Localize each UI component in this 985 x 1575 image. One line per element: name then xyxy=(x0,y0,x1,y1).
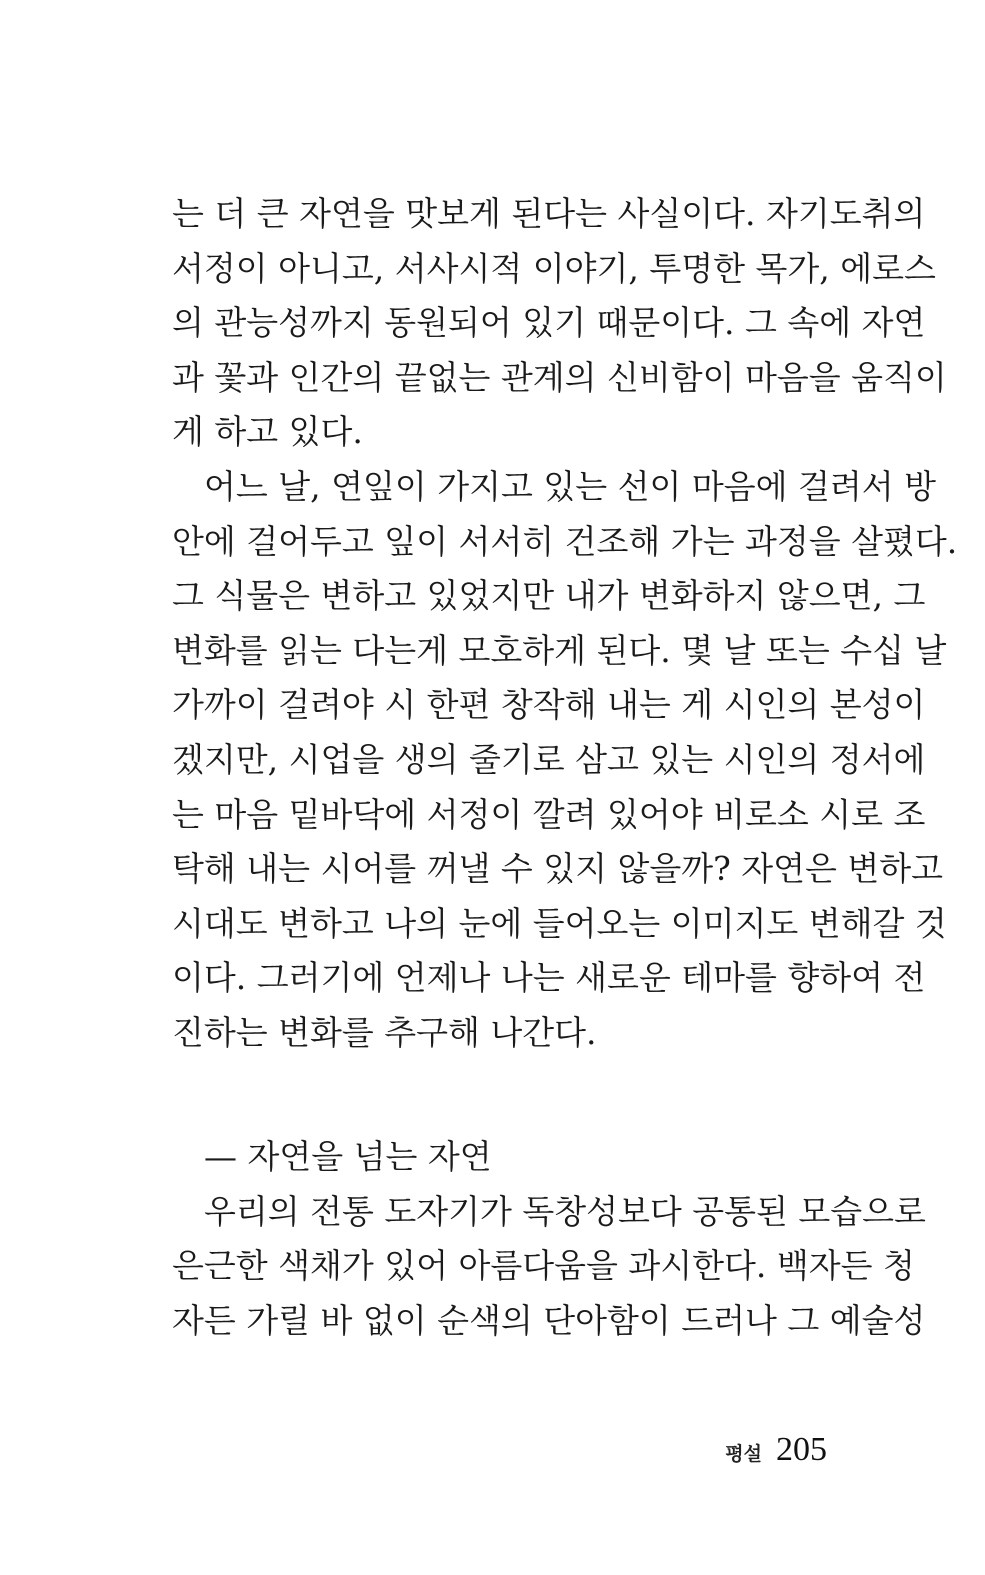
text-line: 가까이 걸려야 시 한편 창작해 내는 게 시인의 본성이 xyxy=(172,685,926,725)
text-line: 시대도 변하고 나의 눈에 들어오는 이미지도 변해갈 것 xyxy=(172,903,947,943)
text-line: 자든 가릴 바 없이 순색의 단아함이 드러나 그 예술성 xyxy=(172,1300,926,1340)
body-text-block-2 xyxy=(172,1130,926,1348)
text-line: 그 식물은 변하고 있었지만 내가 변화하지 않으면, 그 xyxy=(172,576,926,616)
text-line: 변화를 읽는 다는게 모호하게 된다. 몇 날 또는 수십 날 xyxy=(172,630,947,670)
text-line: 겠지만, 시업을 생의 줄기로 삼고 있는 시인의 정서에 xyxy=(172,739,926,779)
body-text-block-1 xyxy=(172,187,958,1061)
text-line: 과 꽃과 인간의 끝없는 관계의 신비함이 마음을 움직이 xyxy=(172,357,947,397)
text-line: 는 더 큰 자연을 맛보게 된다는 사실이다. 자기도취의 xyxy=(172,194,926,233)
text-line: 는 마음 밑바닥에 서정이 깔려 있어야 비로소 시로 조 xyxy=(172,794,926,834)
text-line: 어느 날, 연잎이 가지고 있는 선이 마음에 걸려서 방 xyxy=(204,466,936,506)
text-line: 이다. 그러기에 언제나 나는 새로운 테마를 향하여 전 xyxy=(172,958,926,998)
text-line: 서정이 아니고, 서사시적 이야기, 투명한 목가, 에로스 xyxy=(172,248,936,288)
text-line: 게 하고 있다. xyxy=(172,412,363,452)
text-line: 안에 걸어두고 잎이 서서히 건조해 가는 과정을 살폈다. xyxy=(172,521,958,561)
text-line: 우리의 전통 도자기가 독창성보다 공통된 모습으로 xyxy=(204,1191,926,1231)
page-footer xyxy=(725,1431,827,1481)
text-line: 은근한 색채가 있어 아름다움을 과시한다. 백자든 청 xyxy=(172,1246,915,1286)
text-line: 진하는 변화를 추구해 나간다. xyxy=(172,1012,597,1052)
section-title: — 자연을 넘는 자연 xyxy=(204,1137,492,1176)
text-line: 의 관능성까지 동원되어 있기 때문이다. 그 속에 자연 xyxy=(172,303,926,343)
page-number: 205 xyxy=(776,1431,827,1468)
text-line: 탁해 내는 시어를 꺼낼 수 있지 않을까? 자연은 변하고 xyxy=(172,849,944,889)
footer-section-label: 평설 xyxy=(725,1443,762,1465)
